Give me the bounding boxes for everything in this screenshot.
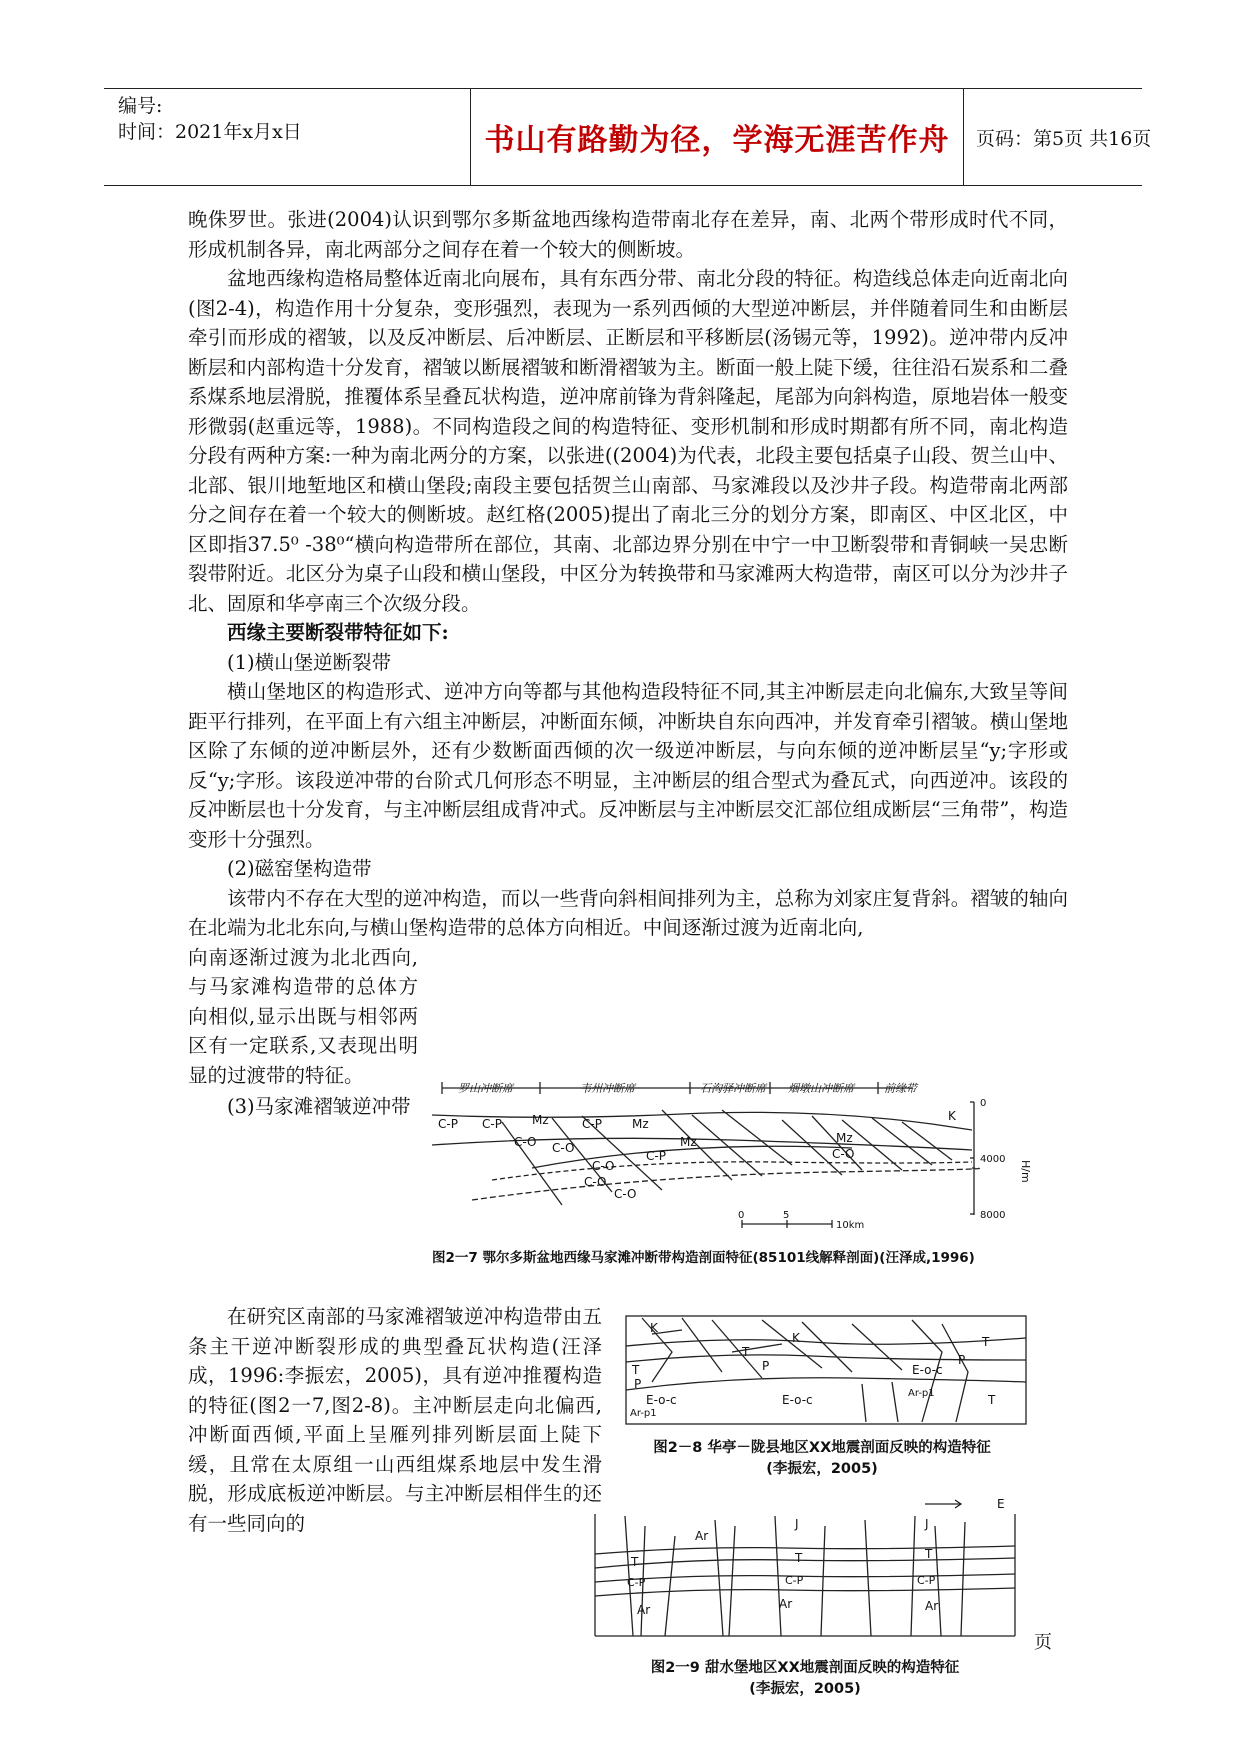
unit-label: J xyxy=(925,1517,929,1531)
unit-label: J xyxy=(795,1517,799,1531)
header-left xyxy=(118,89,468,189)
unit-label: Ar xyxy=(637,1603,651,1617)
paragraph-4b: 向南逐渐过渡为北北西向,与马家滩构造带的总体方向相似,显示出既与相邻两区有一定联系,又表现出明显的过渡带的特征。 xyxy=(188,945,418,1087)
unit-label: C-O xyxy=(584,1175,607,1189)
unit-label: Ar-p1 xyxy=(630,1408,657,1419)
figure-2-8-caption-source: (李振宏，2005) xyxy=(766,1461,878,1477)
unit-label: Mz xyxy=(836,1131,853,1145)
unit-label: C-P xyxy=(646,1149,666,1163)
paragraph-1: 晚侏罗世。张进(2004)认识到鄂尔多斯盆地西缘构造带南北存在差异，南、北两个带形成时代不同，形成机制各异，南北两部分之间存在着一个较大的侧断坡。 xyxy=(188,208,1068,261)
unit-label: K xyxy=(792,1331,800,1345)
unit-label: C-O xyxy=(614,1187,637,1201)
page-char: 页 xyxy=(1034,1632,1052,1653)
unit-label: T xyxy=(631,1555,639,1569)
figure-2-8-diagram xyxy=(612,1312,1032,1430)
unit-label: K xyxy=(948,1109,956,1123)
unit-label: Ar xyxy=(925,1599,939,1613)
depth-tick: 4000 xyxy=(980,1154,1006,1165)
page-info: 页码：第5页 共16页 xyxy=(976,127,1152,150)
paragraph-5-block xyxy=(188,1302,602,1538)
unit-label: C-O xyxy=(592,1159,615,1173)
unit-label: C-P xyxy=(438,1117,458,1131)
unit-label: E-o-c xyxy=(912,1363,943,1377)
unit-label: E-o-c xyxy=(646,1393,677,1407)
unit-label: Mz xyxy=(632,1117,649,1131)
unit-label: E-o-c xyxy=(782,1393,813,1407)
unit-label: P xyxy=(958,1353,966,1367)
figure-2-9-caption: 图2一9 甜水堡地区XX地震剖面反映的构造特征 xyxy=(650,1660,960,1676)
wrap-column xyxy=(188,943,418,1122)
scale-tick: 0 xyxy=(738,1210,745,1221)
unit-label: C-O xyxy=(552,1141,575,1155)
unit-label: C-P xyxy=(917,1574,936,1587)
unit-label: C-P xyxy=(627,1576,646,1589)
page-header xyxy=(104,88,1152,186)
unit-label: C-P xyxy=(785,1574,804,1587)
figure-2-8-caption: 图2－8 华亭－陇县地区XX地震剖面反映的构造特征 xyxy=(653,1440,991,1456)
paragraph-5: 在研究区南部的马家滩褶皱逆冲构造带由五条主干逆冲断裂形成的典型叠瓦状构造(汪泽成，1996:李振宏，2005)，具有逆冲推覆构造的特征(图2一7,图2-8)。主冲断层走向北偏西,冲断面西倾,平面上呈雁列排列断层面上陡下缓，且常在太原组一山西组煤系地层中发生滑脱，形成底板逆冲断层。与主冲断层相伴生的还有一些同向的 xyxy=(188,1305,602,1535)
unit-label: C-P xyxy=(482,1117,502,1131)
unit-label: P xyxy=(634,1377,642,1391)
unit-label: T xyxy=(742,1345,750,1359)
zone-label: 罗山冲断席 xyxy=(458,1082,513,1095)
depth-unit: H/m xyxy=(1019,1160,1032,1183)
unit-label: C-O xyxy=(514,1135,537,1149)
direction-label: E xyxy=(997,1497,1005,1511)
zone-label: 前缘带 xyxy=(884,1082,917,1095)
subheading-3: (3)马家滩褶皱逆冲带 xyxy=(227,1095,411,1118)
unit-label: K xyxy=(650,1321,658,1335)
figure-2-9-caption-source: (李振宏，2005) xyxy=(749,1681,861,1697)
unit-label: Ar xyxy=(695,1529,709,1543)
unit-label: P xyxy=(762,1359,770,1373)
figure-2-7-diagram xyxy=(432,1080,1052,1238)
unit-label: C-P xyxy=(582,1117,602,1131)
unit-label: Ar xyxy=(779,1597,793,1611)
figure-2-9-diagram xyxy=(585,1496,1025,1646)
zone-label: 韦州冲断席 xyxy=(580,1082,635,1095)
unit-label: T xyxy=(925,1547,933,1561)
figure-2-7 xyxy=(432,1080,1052,1266)
figure-2-7-caption: 图2一7 鄂尔多斯盆地西缘马家滩冲断带构造剖面特征(85101线解释剖面)(汪泽成,1996) xyxy=(432,1250,975,1266)
figure-2-8 xyxy=(612,1312,1032,1478)
paragraph-3: 横山堡地区的构造形式、逆冲方向等都与其他构造段特征不同,其主冲断层走向北偏东,大致呈等间距平行排列，在平面上有六组主冲断层，冲断面东倾，冲断块自东向西冲，并发育牵引褶皱。横山堡地区除了东倾的逆冲断层外，还有少数断面西倾的次一级逆冲断层，与向东倾的逆冲断层呈“y;字形或反“y;字形。该段逆冲带的台阶式几何形态不明显，主冲断层的组合型式为叠瓦式，向西逆冲。该段的反冲断层也十分发育，与主冲断层组成背冲式。反冲断层与主冲断层交汇部位组成断层“三角带”，构造变形十分强烈。 xyxy=(188,680,1068,851)
depth-tick: 0 xyxy=(980,1098,987,1109)
subheading-2: (2)磁窑堡构造带 xyxy=(227,857,372,880)
scale-tick: 10km xyxy=(836,1220,865,1231)
document-body xyxy=(188,205,1068,1122)
section-heading: 西缘主要断裂带特征如下: xyxy=(227,621,449,644)
unit-label: C-O xyxy=(832,1147,855,1161)
motto: 书山有路勤为径，学海无涯苦作舟 xyxy=(470,89,964,185)
unit-label: T xyxy=(795,1551,803,1565)
unit-label: T xyxy=(632,1363,640,1377)
unit-label: T xyxy=(988,1393,996,1407)
number-label: 编号: xyxy=(118,95,163,117)
unit-label: Mz xyxy=(680,1135,697,1149)
unit-label: Mz xyxy=(532,1113,549,1127)
unit-label: Ar-p1 xyxy=(908,1388,935,1399)
paragraph-2: 盆地西缘构造格局整体近南北向展布，具有东西分带、南北分段的特征。构造线总体走向近南北向(图2-4)，构造作用十分复杂，变形强烈，表现为一系列西倾的大型逆冲断层，并伴随着同生和由断层牵引而形成的褶皱，以及反冲断层、后冲断层、正断层和平移断层(汤锡元等，1992)。逆冲带内反冲断层和内部构造十分发育，褶皱以断展褶皱和断滑褶皱为主。断面一般上陡下缓，往往沿石炭系和二叠系煤系地层滑脱，推覆体系呈叠瓦状构造，逆冲席前锋为背斜隆起，尾部为向斜构造，原地岩体一般变形微弱(赵重远等，1988)。不同构造段之间的构造特征、变形机制和形成时期都有所不同，南北构造分段有两种方案:一种为南北两分的方案，以张进((2004)为代表，北段主要包括桌子山段、贺兰山中、北部、银川地堑地区和横山堡段;南段主要包括贺兰山南部、马家滩段以及沙井子段。构造带南北两部分之间存在着一个较大的侧断坡。赵红格(2005)提出了南北三分的划分方案，即南区、中区北区，中区即指37.5⁰ -38⁰“横向构造带所在部位，其南、北部边界分别在中宁一中卫断裂带和青铜峡一吴忠断裂带附近。北区分为桌子山段和横山堡段，中区分为转换带和马家滩两大构造带，南区可以分为沙井子北、固原和华亭南三个次级分段。 xyxy=(188,267,1068,615)
scale-tick: 5 xyxy=(783,1210,790,1221)
depth-tick: 8000 xyxy=(980,1210,1006,1221)
unit-label: T xyxy=(982,1335,990,1349)
paragraph-4a: 该带内不存在大型的逆冲构造，而以一些背向斜相间排列为主，总称为刘家庄复背斜。褶皱的轴向在北端为北北东向,与横山堡构造带的总体方向相近。中间逐渐过渡为近南北向, xyxy=(188,886,1068,939)
zone-label: 石沟驿冲断席 xyxy=(700,1082,766,1095)
time-label: 时间：2021年x月x日 xyxy=(118,121,302,143)
subheading-1: (1)横山堡逆断裂带 xyxy=(227,650,392,674)
zone-label: 烟墩山冲断席 xyxy=(788,1082,854,1095)
figure-2-9 xyxy=(585,1496,1025,1698)
